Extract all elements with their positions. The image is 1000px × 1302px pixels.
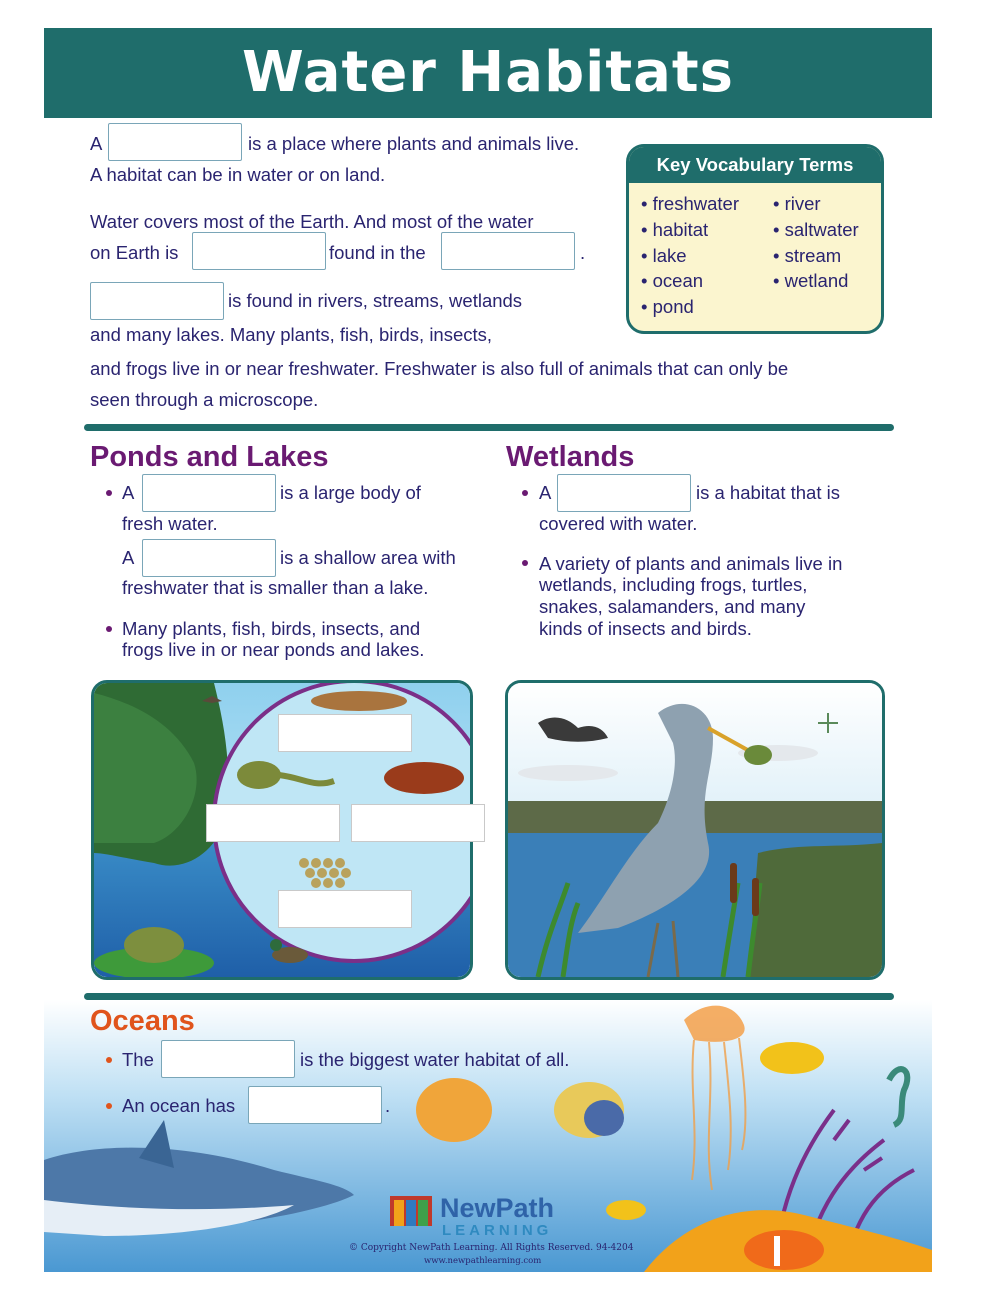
lake-blank[interactable] [142, 474, 276, 512]
wetlands-text: kinds of insects and birds. [539, 618, 752, 639]
vocab-term: • ocean [641, 270, 704, 291]
intro-text: Water covers most of the Earth. And most of the water [90, 211, 534, 232]
fish-label-blank[interactable] [278, 714, 412, 752]
ponds-text: A [122, 482, 135, 503]
intro-text: is a place where plants and animals live. [248, 133, 580, 154]
intro-text: found in the [329, 242, 426, 263]
ocean-name-blank[interactable] [161, 1040, 295, 1078]
wetlands-text: A [539, 482, 552, 503]
ponds-text: fresh water. [122, 513, 218, 534]
ponds-text: frogs live in or near ponds and lakes. [122, 639, 425, 660]
saltwater-blank[interactable] [192, 232, 326, 270]
vocab-term: • habitat [641, 219, 709, 240]
website-link[interactable]: www.newpathlearning.com [424, 1256, 542, 1266]
vocabulary-box [626, 144, 884, 334]
ponds-text: is a large body of [280, 482, 421, 503]
freshwater-blank[interactable] [90, 282, 224, 320]
bullet-icon [106, 490, 112, 496]
vocab-term: • saltwater [773, 219, 859, 240]
oceans-text: An ocean has [122, 1095, 236, 1116]
wetlands-text: snakes, salamanders, and many [539, 596, 806, 617]
bullet-icon [522, 560, 528, 566]
bullet-icon [522, 490, 528, 496]
pond-blank[interactable] [142, 539, 276, 577]
vocab-term: • wetland [773, 270, 849, 291]
page-title: Water Habitats [241, 40, 735, 105]
section-divider [84, 424, 894, 431]
poster [44, 28, 932, 1272]
bullet-icon [106, 1057, 112, 1063]
logo-wordmark: NewPath [440, 1193, 555, 1223]
intro-text: on Earth is [90, 242, 179, 263]
vocabulary-heading: Key Vocabulary Terms [629, 147, 881, 183]
logo-subtitle: LEARNING [442, 1222, 553, 1239]
wetlands-text: A variety of plants and animals live in [539, 553, 843, 574]
wetlands-text: wetlands, including frogs, turtles, [539, 574, 808, 595]
intro-text: and frogs live in or near freshwater. Freshwater is also full of animals that can only be [90, 358, 789, 379]
oceans-text: The [122, 1049, 154, 1070]
ponds-lakes-heading: Ponds and Lakes [90, 441, 329, 473]
intro-text: seen through a microscope. [90, 389, 319, 410]
copyright-text: © Copyright NewPath Learning. All Rights Reserved. 94-4204 [349, 1243, 634, 1253]
section-divider [84, 993, 894, 1000]
vocab-term: • stream [773, 245, 842, 266]
bullet-icon [106, 626, 112, 632]
intro-text: A [90, 133, 103, 154]
vocab-term: • lake [641, 245, 687, 266]
saltwater-fact-blank[interactable] [248, 1086, 382, 1124]
newpath-logo-icon [390, 1196, 432, 1236]
ponds-text: freshwater that is smaller than a lake. [122, 577, 429, 598]
wetlands-text: is a habitat that is [696, 482, 840, 503]
ponds-text: is a shallow area with [280, 547, 456, 568]
ponds-text: A [122, 547, 135, 568]
wetland-illustration [505, 680, 885, 980]
intro-text: . [580, 242, 586, 263]
oceans-heading: Oceans [90, 1005, 195, 1037]
intro-text: and many lakes. Many plants, fish, birds, insects, [90, 324, 493, 345]
vocab-term: • freshwater [641, 193, 739, 214]
intro-text: is found in rivers, streams, wetlands [228, 290, 523, 311]
bullet-icon [106, 1103, 112, 1109]
tadpole-label-blank[interactable] [206, 804, 340, 842]
vocab-term: • pond [641, 296, 694, 317]
ponds-text: Many plants, fish, birds, insects, and [122, 618, 421, 639]
habitat-blank[interactable] [108, 123, 242, 161]
wetlands-heading: Wetlands [506, 441, 635, 473]
oceans-text: is the biggest water habitat of all. [300, 1049, 570, 1070]
wetlands-text: covered with water. [539, 513, 698, 534]
wetland-blank[interactable] [557, 474, 691, 512]
crayfish-label-blank[interactable] [351, 804, 485, 842]
oceans-text: . [385, 1095, 391, 1116]
title-bar [44, 28, 932, 118]
intro-text: A habitat can be in water or on land. [90, 164, 386, 185]
ocean-blank[interactable] [441, 232, 575, 270]
eggs-label-blank[interactable] [278, 890, 412, 928]
vocab-term: • river [773, 193, 821, 214]
